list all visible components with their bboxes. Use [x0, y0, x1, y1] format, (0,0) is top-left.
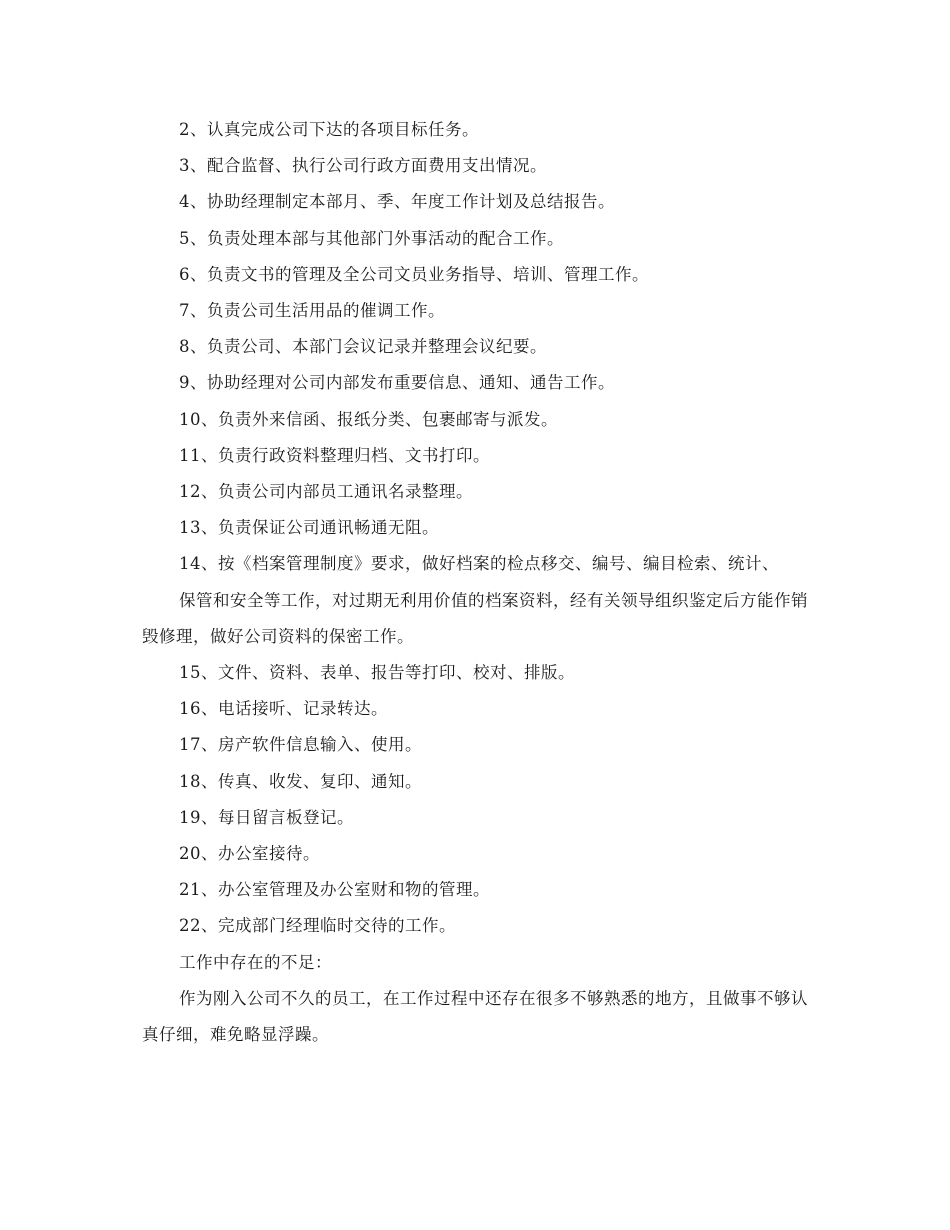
section-heading-shortcomings: 工作中存在的不足： [179, 952, 332, 972]
paragraph-item-6: 6、负责文书的管理及全公司文员业务指导、培训、管理工作。 [179, 264, 649, 284]
paragraph-item-3: 3、配合监督、执行公司行政方面费用支出情况。 [179, 156, 547, 176]
paragraph-item-11: 11、负责行政资料整理归档、文书打印。 [179, 445, 490, 465]
paragraph-item-20: 20、办公室接待。 [179, 844, 320, 864]
paragraph-item-10: 10、负责外来信函、报纸分类、包裹邮寄与派发。 [179, 409, 558, 429]
paragraph-item-14: 14、按《档案管理制度》要求，做好档案的检点移交、编号、编目检索、统计、 [179, 554, 779, 574]
paragraph-item-16: 16、电话接听、记录转达。 [179, 699, 388, 719]
paragraph-item-12: 12、负责公司内部员工通讯名录整理。 [179, 482, 473, 502]
paragraph-item-15: 15、文件、资料、表单、报告等打印、校对、排版。 [179, 663, 575, 683]
paragraph-item-8: 8、负责公司、本部门会议记录并整理会议纪要。 [179, 337, 547, 357]
document-body [142, 112, 810, 1053]
paragraph-item-17: 17、房产软件信息输入、使用。 [179, 735, 422, 755]
paragraph-item-2: 2、认真完成公司下达的各项目标任务。 [179, 120, 479, 139]
paragraph-shortcomings-body: 作为刚入公司不久的员工，在工作过程中还存在很多不够熟悉的地方，且做事不够认真仔细，难免略显浮躁。 [142, 988, 808, 1045]
paragraph-item-9: 9、协助经理对公司内部发布重要信息、通知、通告工作。 [179, 373, 615, 393]
paragraph-item-22: 22、完成部门经理临时交待的工作。 [179, 916, 456, 936]
paragraph-item-19: 19、每日留言板登记。 [179, 807, 354, 827]
paragraph-item-4: 4、协助经理制定本部月、季、年度工作计划及总结报告。 [179, 192, 615, 212]
paragraph-item-13: 13、负责保证公司通讯畅通无阻。 [179, 518, 439, 538]
paragraph-item-7: 7、负责公司生活用品的催调工作。 [179, 301, 445, 321]
paragraph-item-21: 21、办公室管理及办公室财和物的管理。 [179, 880, 490, 900]
paragraph-item-18: 18、传真、收发、复印、通知。 [179, 771, 422, 791]
paragraph-item-5: 5、负责处理本部与其他部门外事活动的配合工作。 [179, 228, 564, 248]
paragraph-item-14-continued: 保管和安全等工作，对过期无利用价值的档案资料，经有关领导组织鉴定后方能作销毁修理，做好公司资料的保密工作。 [142, 590, 808, 646]
